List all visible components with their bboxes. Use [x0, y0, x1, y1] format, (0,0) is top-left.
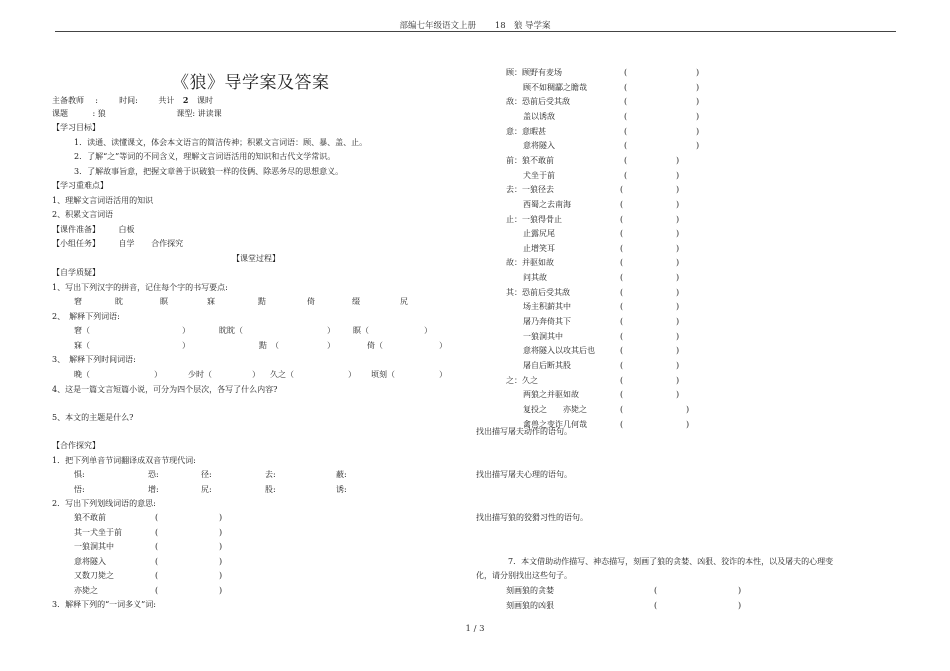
page-number: 1 / 3: [465, 624, 485, 634]
polysemy-text: 顾不如稠酃之瞻哉: [523, 82, 587, 92]
q7-text: 刻画狼的凶狠: [506, 600, 554, 610]
polysemy-text: 止增笑耳: [523, 243, 555, 253]
close-paren: ): [738, 586, 742, 595]
question-7-line-1: 7．本文借助动作描写、神态描写，刻画了狼的贪婪、凶狠、狡诈的本性，以及屠夫的心理变: [508, 557, 834, 566]
open-paren: (: [155, 556, 159, 566]
period-label: 课时: [197, 96, 214, 105]
polysemy-text: 去：一狼径去: [506, 185, 554, 195]
item-text: 亦毙之: [74, 586, 98, 595]
total-num: 2: [182, 95, 189, 105]
polysemy-text: 一狼洞其中: [523, 331, 563, 341]
keypoint-item: 1、理解文言词语活用的知识: [52, 196, 154, 205]
close-paren: ): [696, 82, 700, 92]
header-number: 18: [494, 21, 506, 31]
keypoints-heading: 【学习重难点】: [52, 181, 108, 190]
item-text: 意将隧入: [74, 556, 106, 566]
meta-row-1: [52, 96, 213, 105]
close-paren: ）: [252, 370, 260, 379]
close-paren: ): [219, 513, 223, 522]
open-paren: (: [624, 68, 628, 77]
open-paren: (: [624, 82, 628, 92]
open-paren: (: [620, 199, 624, 209]
polysemy-text: 意：意暇甚: [506, 126, 546, 136]
open-paren: (: [624, 111, 628, 121]
open-paren: (: [620, 214, 624, 224]
open-paren: (: [620, 258, 624, 268]
polysemy-text: 故：并驱如故: [506, 258, 554, 268]
open-paren: (: [620, 229, 624, 239]
word-cell: 恐:: [148, 470, 159, 479]
question-butcher-mind: 找出描写屠夫心理的语句。: [476, 470, 572, 479]
close-paren: ): [676, 155, 680, 165]
term: 少时（: [188, 370, 212, 379]
polysemy-text: 前：狼不敢前: [506, 155, 554, 165]
word-cell: 惧:: [74, 470, 85, 479]
team-row: [52, 240, 183, 248]
term: 倚（: [367, 341, 383, 350]
document-title: 《狼》导学案及答案: [172, 73, 330, 93]
polysemy-text: 问其故: [523, 273, 547, 283]
open-paren: (: [620, 273, 624, 283]
close-paren: ）: [182, 341, 190, 350]
open-paren: (: [155, 527, 159, 537]
close-paren: ): [219, 586, 223, 595]
team-label: 【小组任务】: [52, 239, 100, 248]
polysemy-text: 之：久之: [506, 375, 538, 385]
open-paren: (: [620, 287, 624, 297]
open-paren: (: [620, 302, 624, 312]
close-paren: ): [676, 170, 680, 180]
open-paren: (: [624, 155, 628, 165]
open-paren: (: [654, 586, 658, 595]
close-paren: ): [676, 317, 680, 327]
item-text: 一狼洞其中: [74, 542, 114, 552]
word-cell: 股:: [265, 485, 276, 494]
open-paren: (: [620, 346, 624, 356]
meta-row-2: [52, 110, 222, 118]
term: 黠 （: [259, 341, 279, 350]
close-paren: ): [219, 527, 223, 537]
self-q3: 3、 解释下列时间词语:: [52, 355, 136, 364]
open-paren: (: [620, 331, 624, 341]
polysemy-text: 盖以诱敌: [523, 111, 555, 121]
pinyin-char: 倚: [307, 297, 315, 306]
pinyin-char: 瞑: [160, 297, 168, 306]
close-paren: ): [676, 199, 680, 209]
topic-label: 课题: [52, 109, 68, 118]
goal-item: 3．了解故事旨意，把握文章善于识破狼一样的伎俩、除恶务尽的思想意义。: [74, 167, 344, 176]
pinyin-char: 眈: [115, 297, 123, 306]
open-paren: (: [654, 600, 658, 610]
polysemy-text: 犬坐于前: [523, 170, 555, 180]
open-paren: (: [620, 404, 624, 414]
keypoint-item: 2、积累文言词语: [52, 210, 114, 219]
term: 久之（: [270, 370, 294, 379]
polysemy-text: 两狼之并驱如故: [523, 390, 579, 400]
close-paren: ): [676, 390, 680, 400]
goals-heading: 【学习目标】: [52, 123, 100, 132]
polysemy-text: 止露尻尾: [523, 229, 555, 239]
self-q4: 4、这是一篇文言短篇小说，可分为四个层次，各写了什么内容?: [52, 385, 278, 394]
item-text: 其一犬坐于前: [74, 527, 122, 537]
close-paren: ): [696, 68, 700, 77]
close-paren: ）: [327, 326, 335, 335]
close-paren: ）: [424, 326, 432, 335]
word-cell: 悟:: [74, 485, 85, 494]
header-rule: [55, 31, 896, 32]
close-paren: ): [676, 214, 680, 224]
polysemy-text: 敌：恐前后受其敌: [506, 97, 570, 107]
self-q2: 2、 解释下列词语:: [52, 312, 120, 321]
coop-heading: 【合作探究】: [52, 441, 100, 450]
term: 晚（: [74, 370, 90, 379]
time-label: 时间:: [119, 96, 138, 105]
word-cell: 径:: [201, 470, 212, 479]
question-butcher-action: 找出描写屠夫动作的语句。: [476, 427, 572, 436]
close-paren: ）: [327, 341, 335, 350]
open-paren: (: [620, 390, 624, 400]
open-paren: (: [624, 170, 628, 180]
close-paren: ): [676, 361, 680, 370]
team-value-1: 自学: [118, 239, 135, 248]
q7-text: 刻画狼的贪婪: [506, 586, 554, 595]
close-paren: ): [686, 419, 690, 429]
word-cell: 去:: [265, 470, 276, 479]
open-paren: (: [620, 375, 624, 385]
close-paren: ): [676, 243, 680, 253]
prep-row: [52, 226, 135, 234]
open-paren: (: [624, 126, 628, 136]
close-paren: ): [676, 258, 680, 268]
total-label: 共计: [158, 96, 175, 105]
close-paren: ): [676, 229, 680, 239]
close-paren: ): [738, 600, 742, 610]
pinyin-char: 窘: [74, 297, 82, 306]
pinyin-char: 寐: [207, 297, 215, 306]
polysemy-text: 场主积薪其中: [523, 302, 571, 312]
pinyin-char: 尻: [400, 297, 408, 306]
word-cell: 蔽:: [336, 470, 347, 479]
close-paren: ): [219, 542, 223, 552]
open-paren: (: [620, 419, 624, 429]
coop-q2: 2．写出下列划线词语的意思:: [52, 499, 156, 508]
word-cell: 诱:: [336, 485, 347, 494]
word-cell: 增:: [148, 485, 159, 494]
process-heading: 【课堂过程】: [232, 254, 280, 263]
pinyin-char: 黠: [258, 297, 266, 306]
close-paren: ): [676, 375, 680, 385]
polysemy-text: 屠乃奔倚其下: [523, 317, 571, 327]
open-paren: (: [620, 361, 624, 370]
close-paren: ): [676, 273, 680, 283]
coop-q3: 3．解释下列的“一词多义”词:: [52, 600, 156, 609]
close-paren: ): [696, 97, 700, 107]
self-heading: 【自学质疑】: [52, 268, 100, 277]
header-suffix: 狼 导学案: [513, 21, 551, 31]
prep-value: 白板: [118, 225, 135, 234]
polysemy-text: 意将隧入: [523, 141, 555, 151]
close-paren: ): [219, 571, 223, 581]
close-paren: ）: [439, 370, 447, 379]
self-q5: 5、本文的主题是什么?: [52, 413, 134, 422]
close-paren: ): [676, 287, 680, 297]
teacher-label: 主备教师: [52, 96, 84, 105]
topic-value: : 狼: [92, 109, 106, 118]
close-paren: ): [676, 331, 680, 341]
coop-q1: 1．把下列单音节词翻译成双音节现代词:: [52, 456, 196, 465]
close-paren: ): [676, 185, 680, 195]
close-paren: ): [696, 141, 700, 151]
prep-label: 【课件准备】: [52, 225, 100, 234]
polysemy-text: 止：一狼得骨止: [506, 214, 562, 224]
polysemy-text: 西蜀之去南海: [523, 199, 571, 209]
term: 窘（: [74, 326, 90, 335]
open-paren: (: [155, 586, 159, 595]
open-paren: (: [620, 243, 624, 253]
open-paren: (: [624, 141, 628, 151]
close-paren: ）: [154, 370, 162, 379]
close-paren: ): [676, 302, 680, 312]
close-paren: ）: [439, 341, 447, 350]
close-paren: ): [686, 404, 690, 414]
polysemy-text: 屠自后断其股: [523, 361, 571, 370]
polysemy-text: 顾：顾野有麦场: [506, 68, 562, 77]
open-paren: (: [155, 571, 159, 581]
term: 瞑（: [353, 326, 369, 335]
close-paren: ): [676, 346, 680, 356]
type-label: 课型: 讲读课: [176, 109, 222, 118]
open-paren: (: [620, 317, 624, 327]
term: 眈眈（: [219, 326, 243, 335]
term: 顷刻（: [371, 370, 395, 379]
close-paren: ): [696, 126, 700, 136]
close-paren: ): [219, 556, 223, 566]
teacher-colon: :: [95, 96, 98, 105]
self-q1: 1、写出下列汉字的拼音，记住每个字的书写要点:: [52, 283, 228, 292]
word-cell: 尻:: [201, 485, 212, 494]
term: 寐（: [74, 341, 90, 350]
item-text: 又数刀毙之: [74, 571, 114, 581]
team-value-2: 合作探究: [151, 239, 184, 248]
goal-item: 1．读通、读懂课文，体会本文语言的简洁传神；积累文言词语：顾、暴、盖、止。: [74, 138, 368, 147]
pinyin-char: 缀: [352, 297, 360, 306]
close-paren: ）: [348, 370, 356, 379]
close-paren: ): [696, 111, 700, 121]
close-paren: ）: [182, 326, 190, 335]
question-7-line-2: 化，请分别找出这些句子。: [476, 571, 572, 580]
item-text: 狼不敢前: [74, 513, 106, 522]
polysemy-text: 禽兽之变诈几何哉: [523, 419, 587, 429]
header-title: 部编七年级语文上册: [399, 21, 476, 31]
running-header: [0, 19, 950, 31]
polysemy-text: 意将隧入以攻其后也: [523, 346, 595, 356]
open-paren: (: [155, 513, 159, 522]
open-paren: (: [624, 97, 628, 107]
open-paren: (: [155, 542, 159, 552]
goal-item: 2．了解“之”等词的不同含义，理解文言词语活用的知识和古代文学常识。: [74, 152, 336, 161]
polysemy-text: 其：恐前后受其敌: [506, 287, 570, 297]
question-wolf-cunning: 找出描写狼的狡猾习性的语句。: [476, 513, 588, 522]
polysemy-text: 复投之 亦毙之: [523, 404, 587, 414]
open-paren: (: [620, 185, 624, 195]
